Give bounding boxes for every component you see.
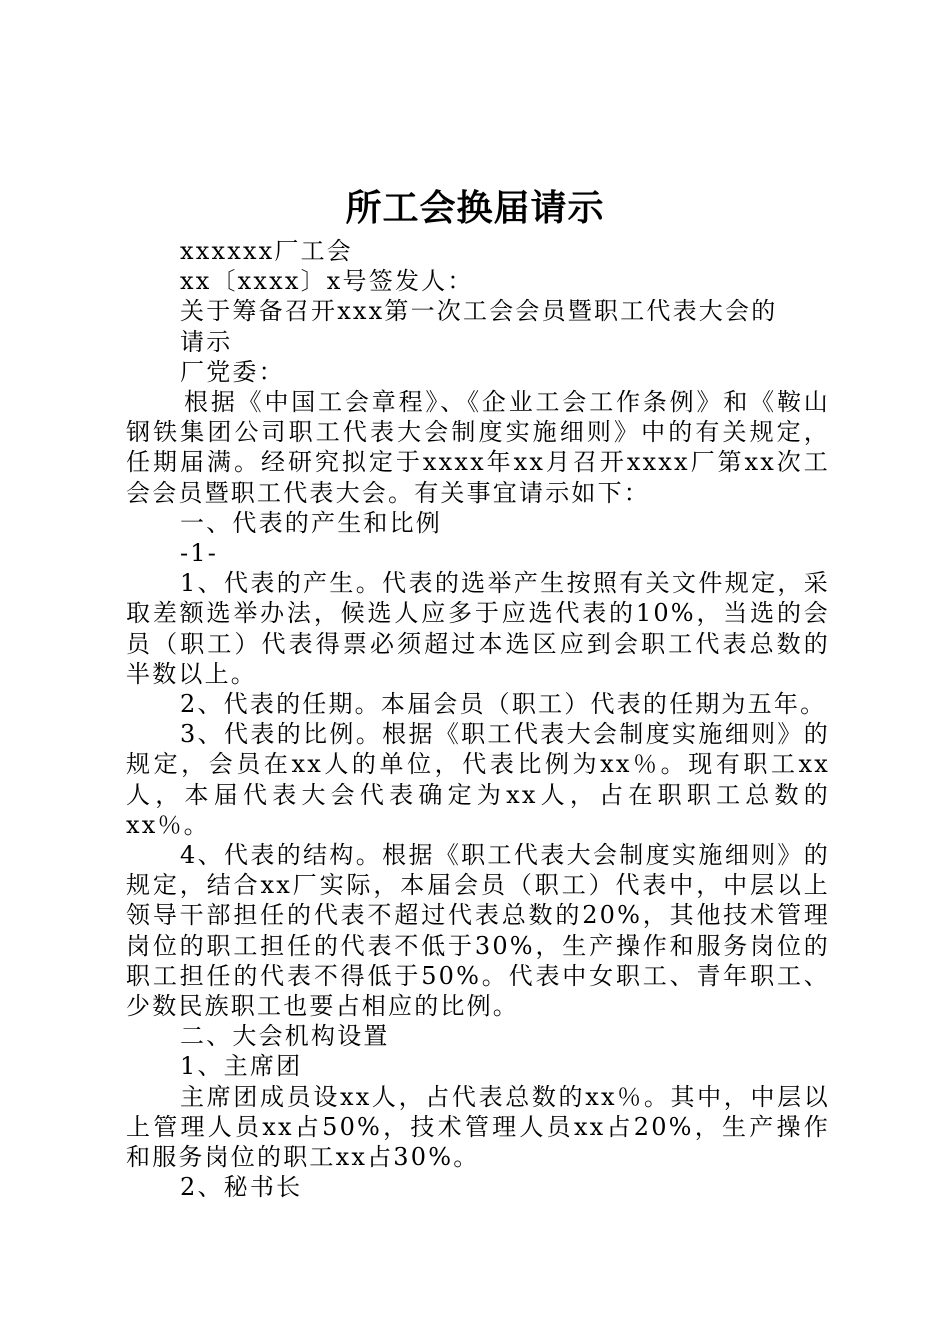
- intro-paragraph: 根据《中国工会章程》、《企业工会工作条例》和《鞍山钢铁集团公司职工代表大会制度实施细则》中的有关规定，任期届满。经研究拟定于xxxx年xx月召开xxxx厂第xx次工会会员暨职工代表大会。有关事宜请示如下：: [126, 388, 830, 507]
- recipient-line: xxxxxx厂工会: [180, 237, 354, 265]
- document-title: 所工会换届请示: [345, 187, 605, 229]
- subject-line-2: 请示: [180, 327, 233, 356]
- section2-heading: 二、大会机构设置: [180, 1022, 390, 1051]
- page-marker: -1-: [180, 539, 219, 568]
- addressee-line: 厂党委：: [180, 357, 285, 386]
- item4-paragraph: 4、代表的结构。根据《职工代表大会制度实施细则》的规定，结合xx厂实际，本届会员（职工）代表中，中层以上领导干部担任的代表不超过代表总数的20%，其他技术管理岗位的职工担任的代表不低于30%，生产操作和服务岗位的职工担任的代表不得低于50%。代表中女职工、青年职工、少数民族职工也要占相应的比例。: [126, 841, 830, 1021]
- item2-paragraph: 2、代表的任期。本届会员（职工）代表的任期为五年。: [180, 690, 827, 719]
- sub1-heading: 1、主席团: [180, 1052, 303, 1081]
- sub2-heading: 2、秘书长: [180, 1173, 303, 1202]
- doc-number-line: xx〔xxxx〕x号签发人：: [180, 267, 474, 296]
- item1-paragraph: 1、代表的产生。代表的选举产生按照有关文件规定，采取差额选举办法，候选人应多于应选代表的10%，当选的会员（职工）代表得票必须超过本选区应到会职工代表总数的半数以上。: [126, 569, 830, 688]
- sub1-paragraph: 主席团成员设xx人，占代表总数的xx％。其中，中层以上管理人员xx占50%，技术管理人员xx占20%，生产操作和服务岗位的职工xx占30%。: [126, 1082, 830, 1172]
- section1-heading: 一、代表的产生和比例: [180, 508, 442, 537]
- item3-paragraph: 3、代表的比例。根据《职工代表大会制度实施细则》的规定，会员在xx人的单位，代表比例为xx％。现有职工xx人，本届代表大会代表确定为xx人，占在职职工总数的xx％。: [126, 720, 830, 839]
- subject-line-1: 关于筹备召开xxx第一次工会会员暨职工代表大会的: [180, 297, 778, 326]
- document-body: [126, 236, 830, 1203]
